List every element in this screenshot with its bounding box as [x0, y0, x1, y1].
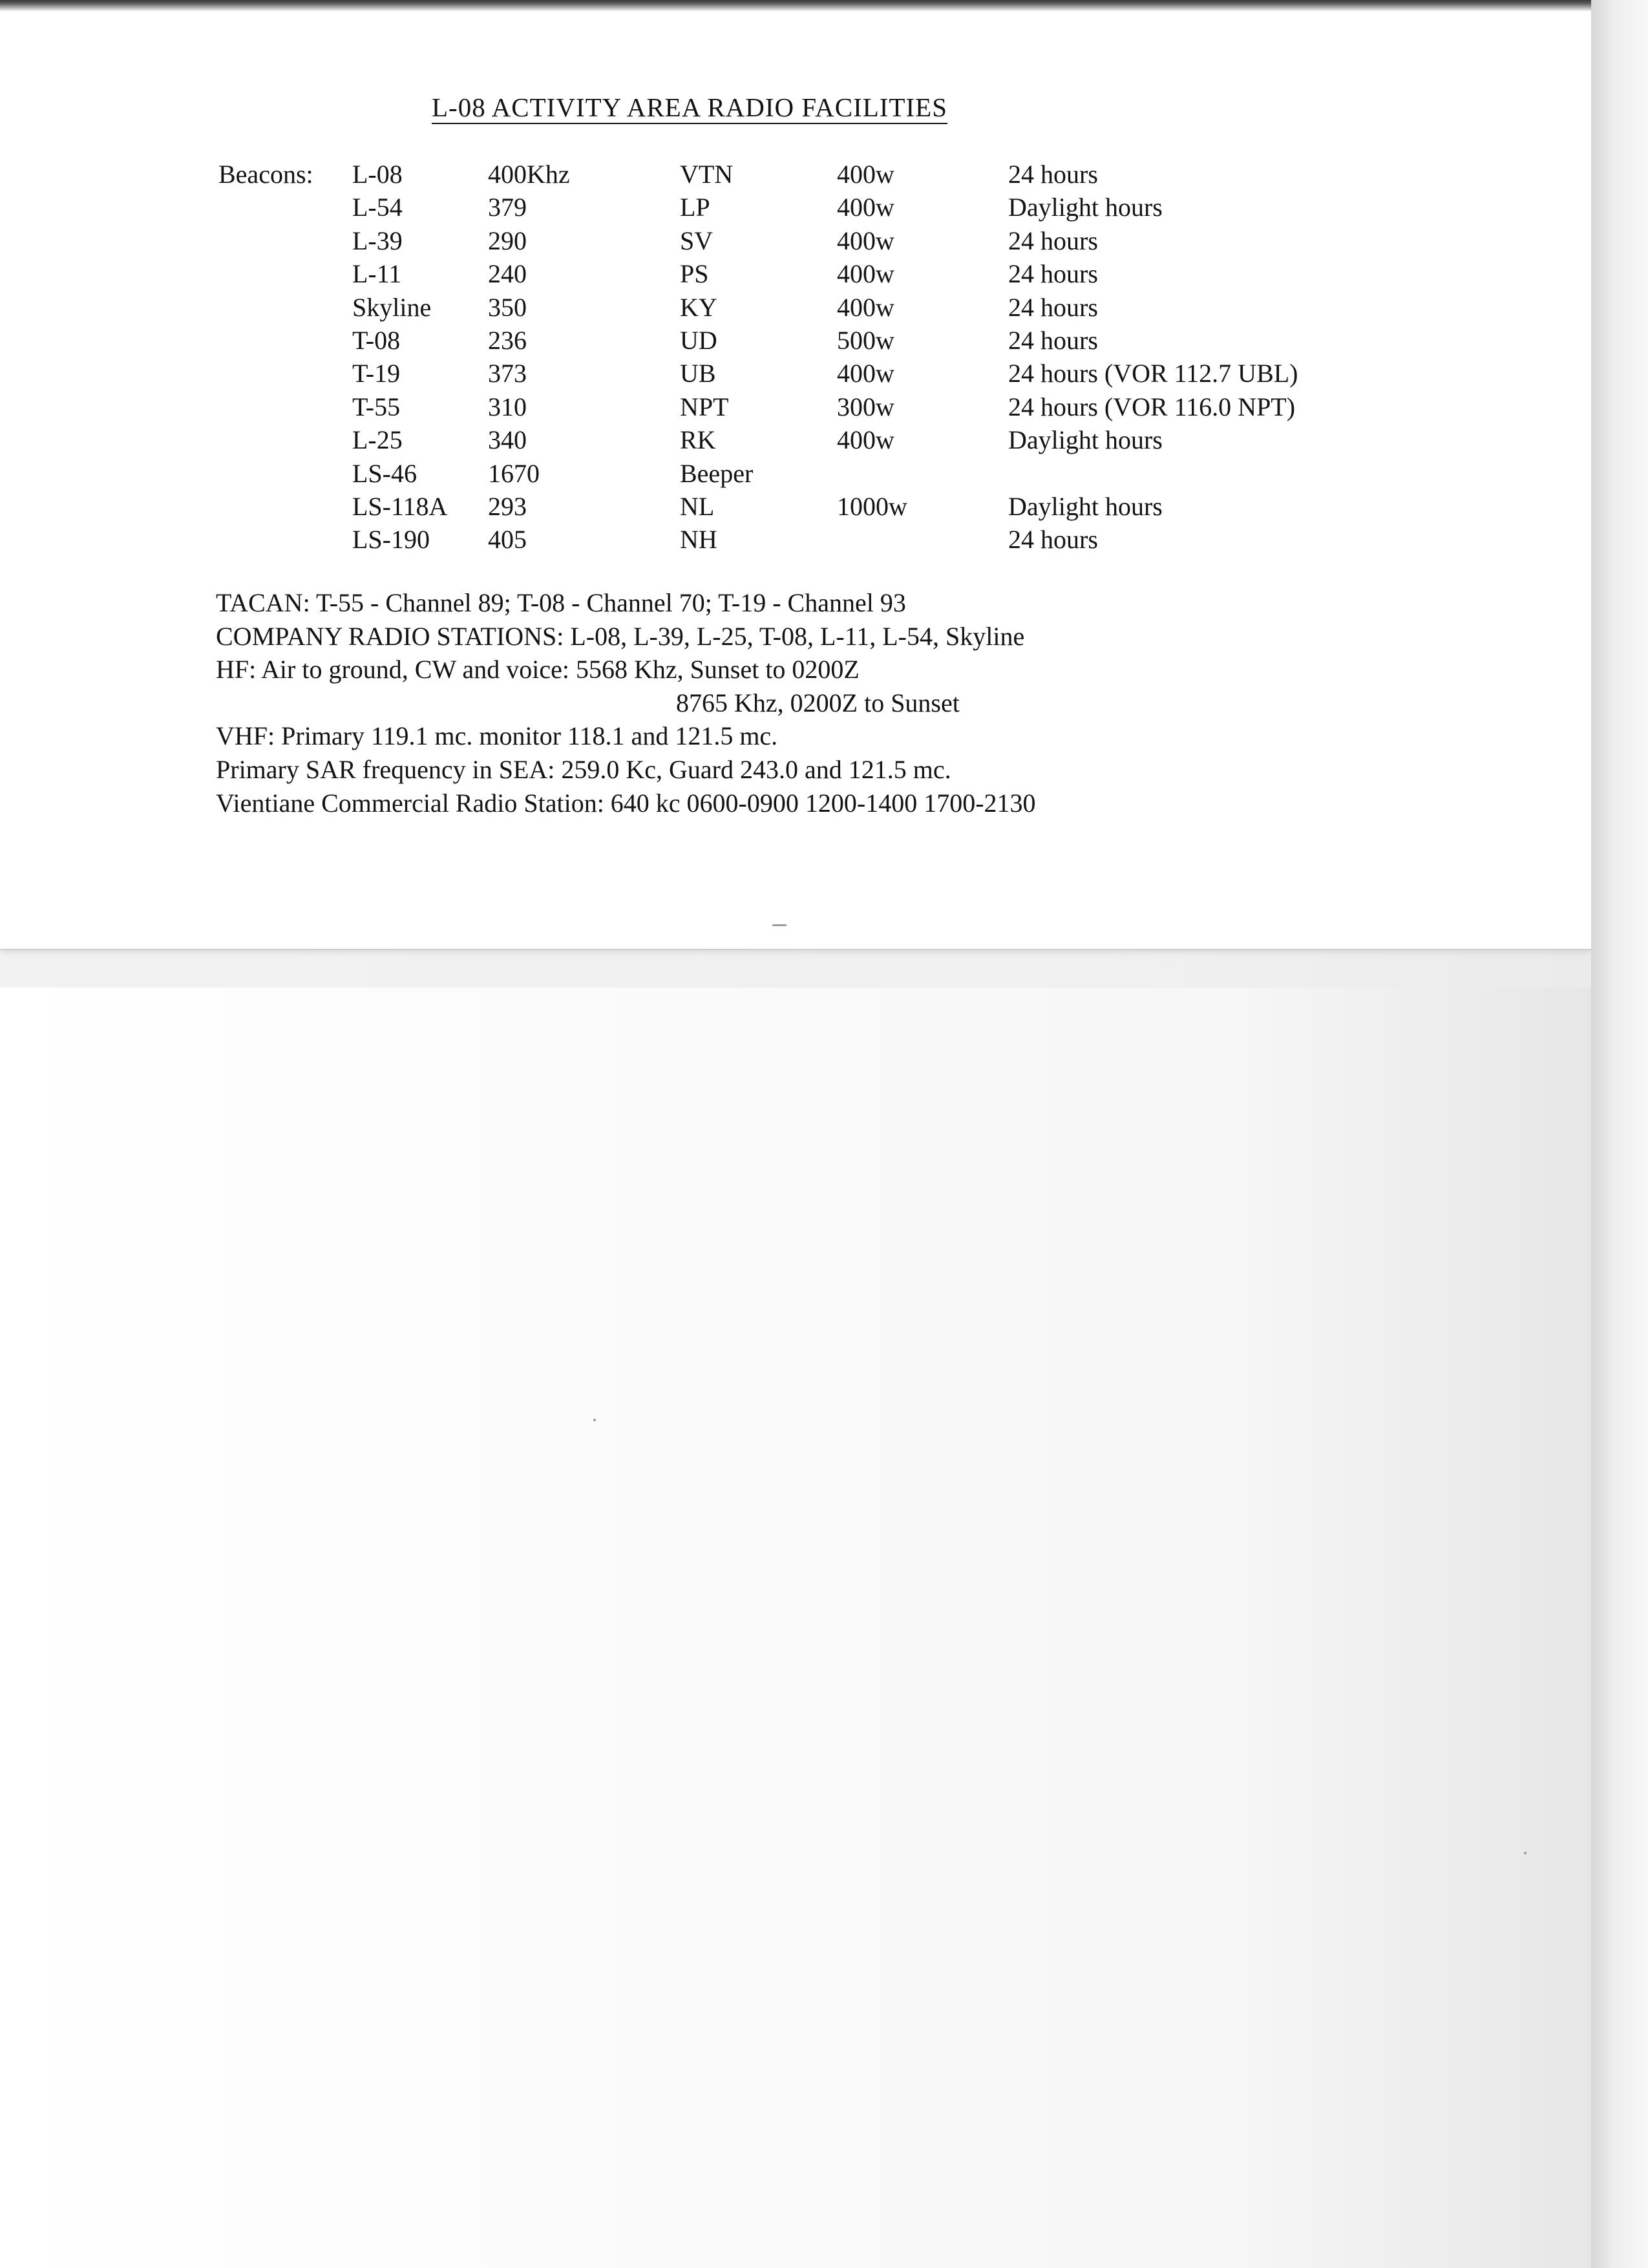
beacon-row [352, 392, 1451, 425]
beacon-row [352, 325, 1451, 358]
beacon-id: L-11 [352, 259, 402, 289]
beacon-power: 400w [837, 160, 894, 189]
beacon-frequency: 290 [488, 226, 527, 255]
beacon-hours: 24 hours [1008, 160, 1098, 189]
beacon-id: LS-190 [352, 525, 430, 555]
beacon-row [352, 491, 1451, 524]
beacon-hours: 24 hours (VOR 116.0 NPT) [1008, 392, 1296, 421]
document-sheet [0, 0, 1591, 950]
beacon-power: 300w [837, 392, 894, 421]
beacon-callsign: Beeper [680, 458, 754, 488]
company-stations-line: COMPANY RADIO STATIONS: L-08, L-39, L-25, T-08, L-11, L-54, Skyline [216, 621, 1025, 651]
beacon-row [352, 292, 1451, 325]
beacon-id: L-39 [352, 226, 403, 255]
beacon-id: LS-46 [352, 458, 417, 488]
beacon-row [352, 425, 1451, 458]
beacon-id: T-08 [352, 325, 401, 355]
dust-speck [1524, 1852, 1527, 1854]
dust-speck [772, 924, 787, 926]
beacon-id: L-08 [352, 160, 403, 189]
beacon-power: 500w [837, 325, 894, 355]
sar-line: Primary SAR frequency in SEA: 259.0 Kc, Guard 243.0 and 121.5 mc. [216, 754, 951, 784]
beacon-frequency: 340 [488, 425, 527, 455]
page-edge-shadow [1591, 0, 1648, 2268]
hf-second-text: 8765 Khz, 0200Z to Sunset [676, 688, 960, 717]
beacon-id: L-54 [352, 193, 403, 222]
beacon-id: Skyline [352, 292, 432, 322]
beacon-callsign: VTN [680, 160, 734, 189]
beacon-frequency: 293 [488, 491, 527, 521]
beacon-hours: 24 hours [1008, 525, 1098, 555]
beacon-row [352, 226, 1451, 259]
beacon-callsign: PS [680, 259, 709, 289]
top-edge-rule [0, 0, 1591, 12]
beacon-row [352, 159, 1451, 192]
beacon-hours: 24 hours [1008, 325, 1098, 355]
beacon-hours: 24 hours [1008, 226, 1098, 255]
beacon-frequency: 379 [488, 193, 527, 222]
beacon-power: 1000w [837, 491, 907, 521]
beacon-frequency: 405 [488, 525, 527, 555]
beacon-callsign: RK [680, 425, 716, 455]
beacon-row [352, 192, 1451, 225]
beacon-power: 400w [837, 425, 894, 455]
beacon-power: 400w [837, 292, 894, 322]
beacon-row [352, 259, 1451, 291]
beacon-frequency: 236 [488, 325, 527, 355]
beacon-hours: Daylight hours [1008, 193, 1163, 222]
beacon-id: LS-118A [352, 491, 448, 521]
beacon-frequency: 240 [488, 259, 527, 289]
beacon-frequency: 400Khz [488, 160, 570, 189]
beacon-id: T-55 [352, 392, 401, 421]
vientiane-line: Vientiane Commercial Radio Station: 640 kc 0600-0900 1200-1400 1700-2130 [216, 788, 1036, 818]
beacon-callsign: UD [680, 325, 717, 355]
beacon-frequency: 310 [488, 392, 527, 421]
beacons-table [352, 159, 1451, 558]
beacon-hours: 24 hours (VOR 112.7 UBL) [1008, 359, 1298, 388]
beacons-label: Beacons: [218, 160, 313, 189]
beacon-callsign: NH [680, 525, 717, 555]
beacon-callsign: LP [680, 193, 710, 222]
beacon-hours: Daylight hours [1008, 491, 1163, 521]
beacon-row [352, 524, 1451, 557]
hf-line: HF: Air to ground, CW and voice: 5568 Khz, Sunset to 0200Z [216, 655, 860, 684]
beacon-power: 400w [837, 259, 894, 289]
beacon-frequency: 373 [488, 359, 527, 388]
beacon-power: 400w [837, 226, 894, 255]
beacon-row [352, 458, 1451, 491]
hf-second-line [216, 688, 1444, 721]
beacon-callsign: UB [680, 359, 716, 388]
beacon-id: L-25 [352, 425, 403, 455]
beacon-row [352, 358, 1451, 391]
beacon-power: 400w [837, 359, 894, 388]
beacon-callsign: KY [680, 292, 717, 322]
beacon-frequency: 1670 [488, 458, 540, 488]
document-title: L-08 ACTIVITY AREA RADIO FACILITIES [432, 92, 948, 122]
beacon-callsign: NPT [680, 392, 729, 421]
vhf-line: VHF: Primary 119.1 mc. monitor 118.1 and 121.5 mc. [216, 721, 778, 751]
beacon-callsign: NL [680, 491, 715, 521]
facility-notes [216, 588, 1444, 821]
beacon-id: T-19 [352, 359, 401, 388]
beacon-hours: Daylight hours [1008, 425, 1163, 455]
beacon-hours: 24 hours [1008, 259, 1098, 289]
beacon-power: 400w [837, 193, 894, 222]
dust-speck [593, 1419, 596, 1421]
beacon-callsign: SV [680, 226, 713, 255]
tacan-line: TACAN: T-55 - Channel 89; T-08 - Channel 70; T-19 - Channel 93 [216, 588, 906, 617]
beacon-frequency: 350 [488, 292, 527, 322]
beacon-hours: 24 hours [1008, 292, 1098, 322]
